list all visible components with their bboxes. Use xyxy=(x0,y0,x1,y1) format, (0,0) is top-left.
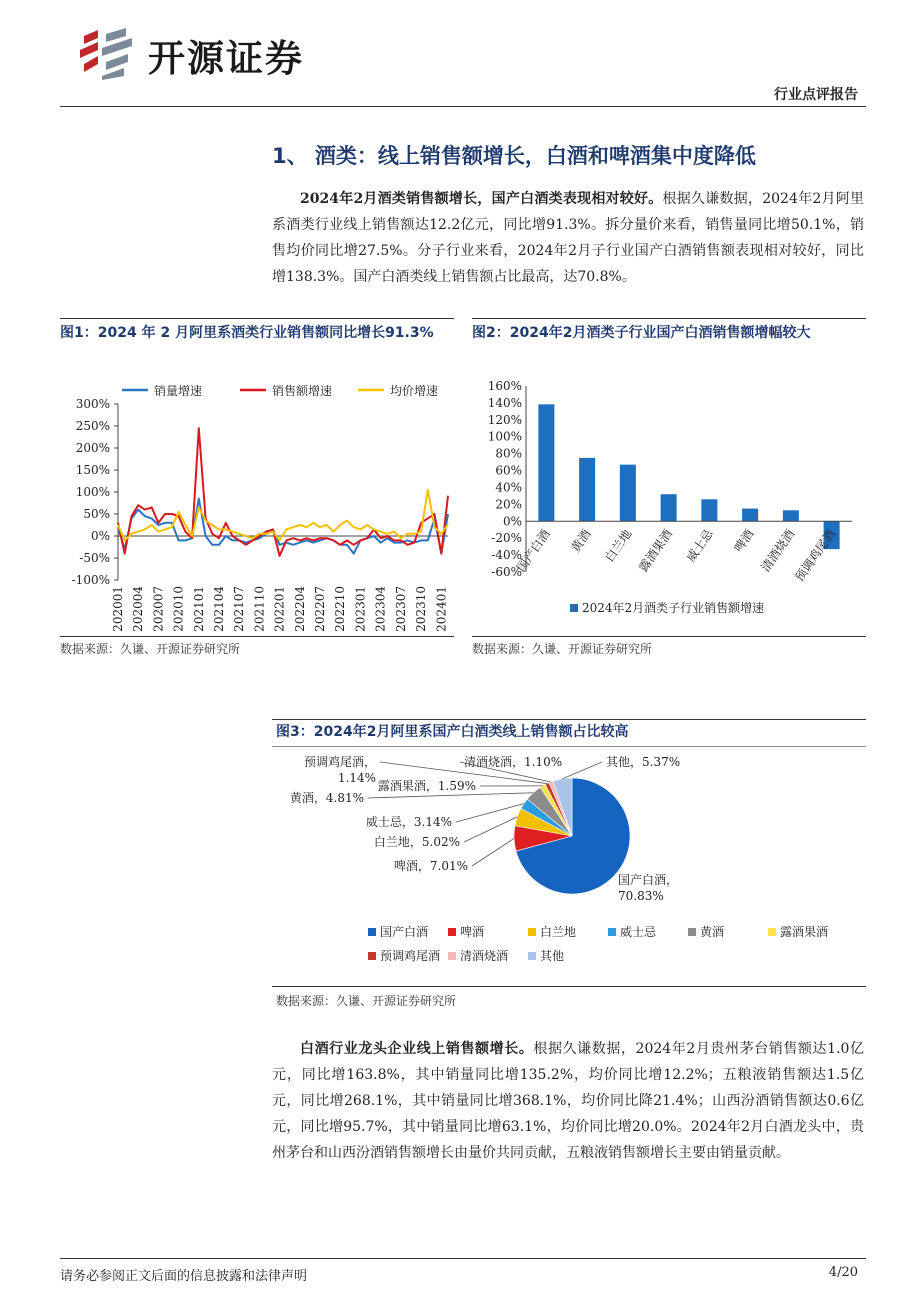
y-tick-label: -20% xyxy=(491,531,522,546)
y-tick-label: 60% xyxy=(495,463,522,478)
leader-line xyxy=(368,793,533,798)
category-label: 威士忌 xyxy=(683,526,716,565)
x-tick-label: 202301 xyxy=(353,586,368,632)
footer-divider xyxy=(60,1258,866,1259)
y-tick-label: -40% xyxy=(491,548,522,563)
fig2-bar-chart xyxy=(472,368,866,634)
legend-swatch xyxy=(448,952,456,960)
slice-label: 露酒果酒，1.59% xyxy=(377,779,476,793)
leader-line xyxy=(464,817,517,842)
legend-label-1: 销售额增速 xyxy=(272,384,333,398)
company-name: 开源证券 xyxy=(148,37,304,80)
x-tick-label: 202101 xyxy=(191,586,206,632)
fig1-source: 数据来源：久谦、开源证券研究所 xyxy=(60,642,241,656)
legend-swatch xyxy=(608,928,616,936)
legend-label: 预调鸡尾酒 xyxy=(380,949,441,963)
category-label: 黄酒 xyxy=(568,526,594,555)
category-label: 预调鸡尾酒 xyxy=(792,526,839,585)
x-tick-label: 202010 xyxy=(171,586,186,632)
paragraph-2 xyxy=(272,1036,864,1166)
y-tick-label: 50% xyxy=(83,507,110,521)
fig3-title-rule xyxy=(272,746,866,747)
y-tick-label: 20% xyxy=(495,497,522,512)
bar-0 xyxy=(538,404,554,521)
legend-swatch xyxy=(688,928,696,936)
legend-label: 其他 xyxy=(540,949,565,963)
header-divider xyxy=(60,106,866,107)
slice-value: 70.83% xyxy=(618,889,664,903)
legend-label: 国产白酒 xyxy=(380,925,429,939)
fig1-line-chart xyxy=(60,368,454,634)
x-tick-label: 202310 xyxy=(414,586,429,632)
slice-label: 黄酒，4.81% xyxy=(289,791,364,805)
company-logo xyxy=(76,28,140,80)
slice-label: 威士忌，3.14% xyxy=(365,815,452,829)
category-label: 露酒果酒 xyxy=(636,526,676,575)
leader-line xyxy=(472,838,514,866)
legend-swatch xyxy=(368,952,376,960)
paragraph-2-body: 根据久谦数据，2024年2月贵州茅台销售额达1.0亿元，同比增163.8%，其中销量同比增135.2%，均价同比增12.2%；五粮液销售额达1.5亿元，同比增268.1%，其中销量同比增368.1%，均价同比降21.4%；山西汾酒销售额达0.6亿元，同比增95.7%，其中销量同比增63.1%，均价同比增20.0%。2024年2月白酒龙头中，贵州茅台和山西汾酒销售额增长由量价共同贡献，五粮液销售额增长主要由销量贡献。 xyxy=(272,1041,864,1161)
legend-label: 露酒果酒 xyxy=(780,925,829,939)
x-tick-label: 202001 xyxy=(111,586,125,632)
section-title: 1、 酒类：线上销售额增长，白酒和啤酒集中度降低 xyxy=(272,144,756,168)
fig3-bottom-rule xyxy=(272,986,866,987)
legend-swatch xyxy=(368,928,376,936)
leader-line xyxy=(562,762,602,779)
x-tick-label: 202304 xyxy=(373,586,388,632)
slice-label: 白兰地，5.02% xyxy=(373,835,460,849)
legend-label-2: 均价增速 xyxy=(390,384,439,398)
bar-2 xyxy=(620,465,636,522)
page-number: 4/20 xyxy=(828,1265,858,1280)
series-line-2 xyxy=(118,490,448,541)
slice-label: 啤酒，7.01% xyxy=(393,859,468,873)
legend-label: 白兰地 xyxy=(540,925,577,939)
x-tick-label: 202201 xyxy=(272,586,287,632)
x-tick-label: 202004 xyxy=(131,586,146,632)
fig2-top-rule xyxy=(472,318,866,319)
fig3-top-rule xyxy=(272,719,866,720)
fig1-title: 图1：2024 年 2 月阿里系酒类行业销售额同比增长91.3% xyxy=(60,325,434,341)
slice-label: 国产白酒， xyxy=(618,873,679,887)
x-tick-label: 202401 xyxy=(434,586,449,632)
fig3-title: 图3：2024年2月阿里系国产白酒类线上销售额占比较高 xyxy=(276,724,629,740)
x-tick-label: 202007 xyxy=(151,586,166,632)
legend-swatch xyxy=(528,928,536,936)
legend-label: 清酒烧酒 xyxy=(460,949,509,963)
x-tick-label: 202110 xyxy=(252,586,267,632)
legend-label: 2024年2月酒类子行业销售额增速 xyxy=(582,601,765,615)
y-tick-label: 140% xyxy=(487,395,522,410)
slice-label: 其他，5.37% xyxy=(606,755,681,769)
bar-5 xyxy=(742,509,758,522)
slice-label: 预调鸡尾酒， xyxy=(303,755,376,769)
fig2-bottom-rule xyxy=(472,636,866,637)
paragraph-1-lead: 2024年2月酒类销售额增长，国产白酒类表现相对较好。 xyxy=(300,191,663,207)
fig3-source: 数据来源：久谦、开源证券研究所 xyxy=(276,994,457,1008)
legend-swatch xyxy=(768,928,776,936)
report-type: 行业点评报告 xyxy=(774,87,858,103)
slice-value: 1.14% xyxy=(337,771,376,785)
y-tick-label: 200% xyxy=(75,441,110,455)
x-tick-label: 202210 xyxy=(333,586,348,632)
paragraph-2-lead: 白酒行业龙头企业线上销售额增长。 xyxy=(300,1041,534,1057)
fig2-title: 图2：2024年2月酒类子行业国产白酒销售额增幅较大 xyxy=(472,325,811,341)
bar-4 xyxy=(701,499,717,521)
fig1-top-rule xyxy=(60,318,454,319)
x-tick-label: 202204 xyxy=(292,586,307,632)
fig3-pie-chart xyxy=(272,750,866,984)
legend-swatch xyxy=(448,928,456,936)
legend-label: 黄酒 xyxy=(700,925,725,939)
y-tick-label: 120% xyxy=(487,412,522,427)
category-label: 清酒烧酒 xyxy=(758,526,798,575)
y-tick-label: 0% xyxy=(502,514,522,529)
y-tick-label: 160% xyxy=(487,379,522,393)
legend-swatch xyxy=(570,604,578,612)
y-tick-label: 0% xyxy=(90,529,110,543)
category-label: 国产白酒 xyxy=(513,526,553,575)
paragraph-1 xyxy=(272,186,864,290)
y-tick-label: 80% xyxy=(495,446,522,461)
leader-line xyxy=(456,804,524,822)
category-label: 白兰地 xyxy=(602,526,635,565)
x-tick-label: 202307 xyxy=(393,586,408,632)
footer-disclaimer: 请务必参阅正文后面的信息披露和法律声明 xyxy=(60,1269,308,1284)
bar-1 xyxy=(579,458,595,521)
legend-swatch xyxy=(528,952,536,960)
y-tick-label: -100% xyxy=(71,573,110,587)
bar-6 xyxy=(783,510,799,521)
x-tick-label: 202207 xyxy=(313,586,328,632)
y-tick-label: 40% xyxy=(495,480,522,495)
x-tick-label: 202107 xyxy=(232,586,247,632)
y-tick-label: -50% xyxy=(79,551,110,565)
x-tick-label: 202104 xyxy=(212,586,227,632)
fig2-source: 数据来源：久谦、开源证券研究所 xyxy=(472,642,653,656)
legend-label: 啤酒 xyxy=(460,925,485,939)
y-tick-label: 100% xyxy=(487,429,522,444)
legend-label: 威士忌 xyxy=(620,925,657,939)
legend-label-0: 销量增速 xyxy=(154,384,203,398)
y-tick-label: 150% xyxy=(75,463,110,477)
fig1-bottom-rule xyxy=(60,636,454,637)
slice-label: 清酒烧酒，1.10% xyxy=(464,755,563,769)
bar-3 xyxy=(661,494,677,521)
paragraph-1-body: 根据久谦数据，2024年2月阿里系酒类行业线上销售额达12.2亿元，同比增91.3%。拆分量价来看，销售量同比增50.1%，销售均价同比增27.5%。分子行业来看，2024年2月子行业国产白酒销售额表现相对较好，同比增138.3%。国产白酒类线上销售额占比最高，达70.8%。 xyxy=(272,191,864,285)
y-tick-label: 250% xyxy=(75,419,110,433)
y-tick-label: -60% xyxy=(491,565,522,579)
logo-mark-icon xyxy=(76,28,140,80)
y-tick-label: 300% xyxy=(75,397,110,411)
series-line-0 xyxy=(118,499,448,554)
y-tick-label: 100% xyxy=(75,485,110,499)
category-label: 啤酒 xyxy=(731,526,757,555)
